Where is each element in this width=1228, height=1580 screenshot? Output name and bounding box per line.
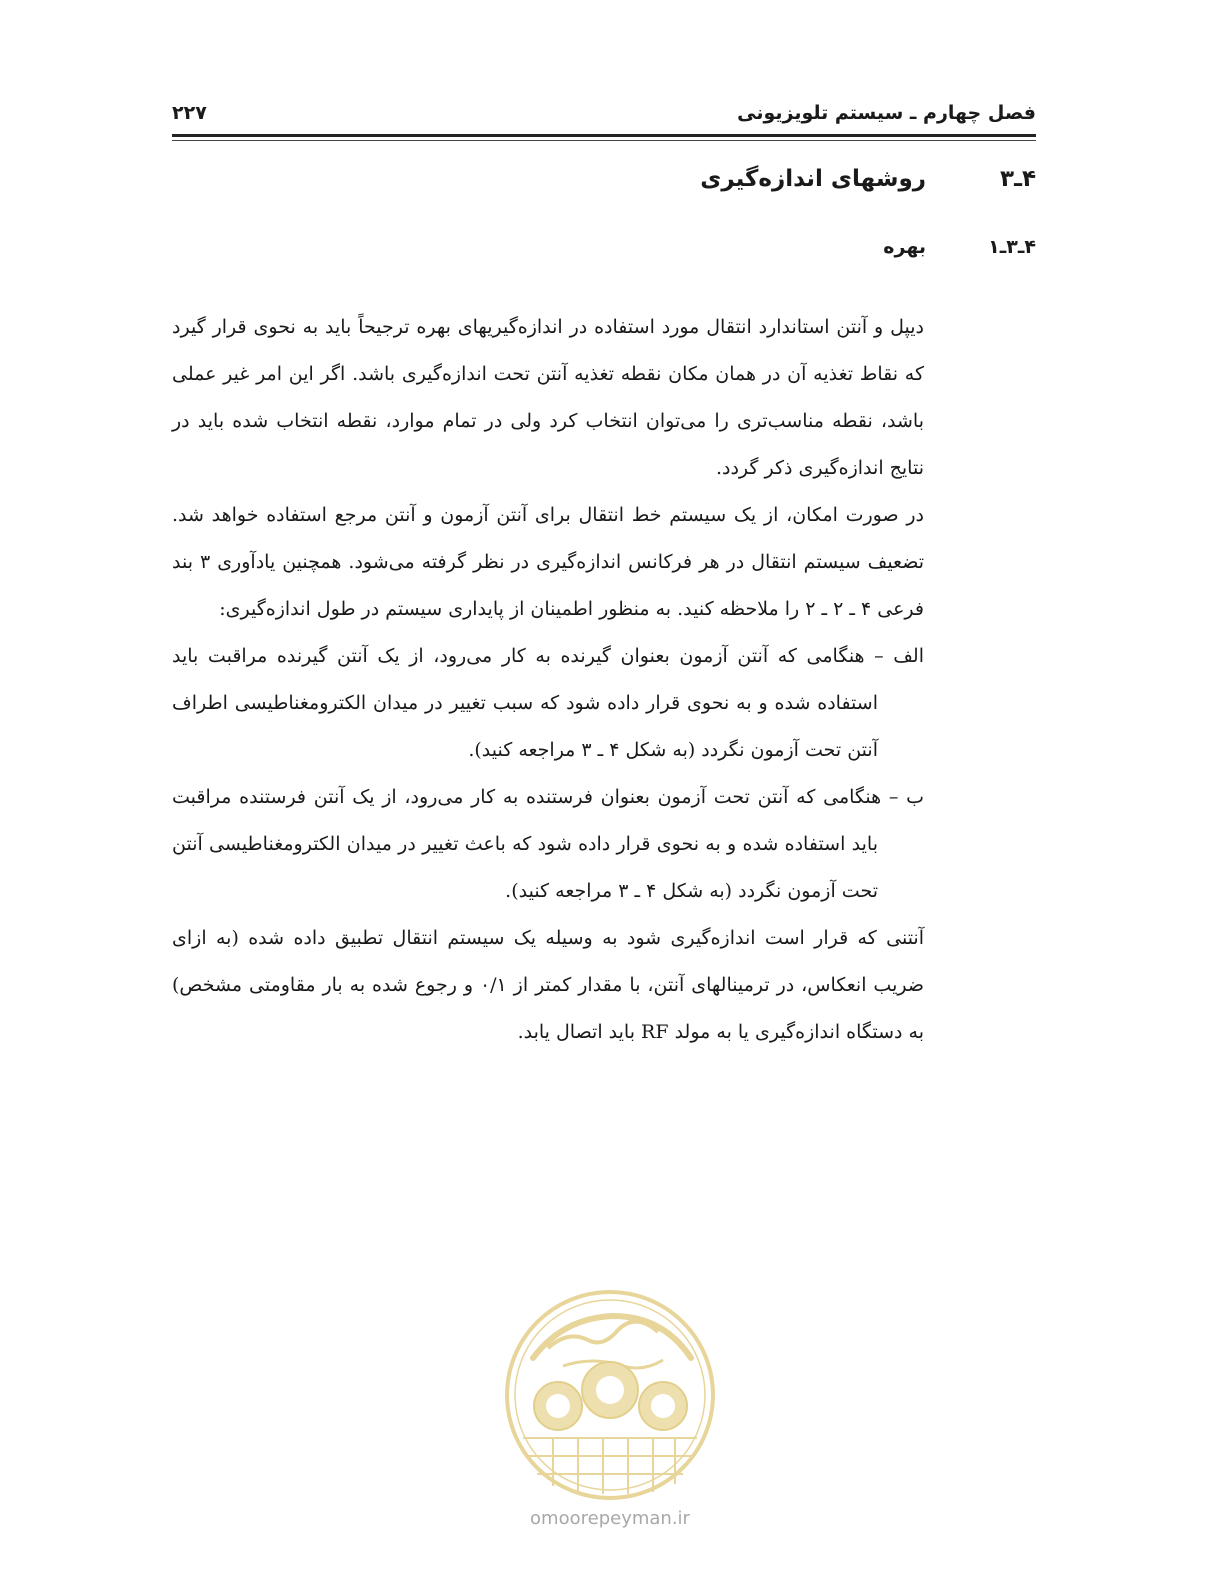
section-title: روشهای اندازه‌گیری (700, 166, 926, 192)
section-heading (700, 166, 1036, 192)
list-item-b: ب – هنگامی که آنتن تحت آزمون بعنوان فرستنده به کار می‌رود، از یک آنتن فرستنده مراقبت باید استفاده شده و به نحوی قرار داده شود که باعث تغییر در میدان الکترومغناطیسی آنتن تحت آزمون نگردد (به شکل ۴ ـ ۳ مراجعه کنید). (172, 786, 924, 902)
subsection-number: ۴ـ۳ـ۱ (988, 236, 1036, 258)
section-number: ۴ـ۳ (1000, 166, 1036, 192)
page-number: ۲۲۷ (172, 102, 207, 124)
running-title: فصل چهارم ـ سیستم تلویزیونی (737, 102, 1036, 124)
list-item-a: الف – هنگامی که آنتن آزمون بعنوان گیرنده به کار می‌رود، از یک آنتن گیرنده مراقبت باید استفاده شده و به نحوی قرار داده شود که سبب تغییر در میدان الکترومغناطیسی اطراف آنتن تحت آزمون نگردد (به شکل ۴ ـ ۳ مراجعه کنید). (172, 645, 924, 761)
paragraph-1: دیپل و آنتن استاندارد انتقال مورد استفاده در اندازه‌گیریهای بهره ترجیحاً باید به نحوی قرار گیرد که نقاط تغذیه آن در همان مکان نقطه تغذیه آنتن تحت اندازه‌گیری باشد. اگر این امر غیر عملی باشد، نقطه مناسب‌تری را می‌توان انتخاب کرد ولی در تمام موارد، نقطه انتخاب شده باید در نتایج اندازه‌گیری ذکر گردد. (172, 316, 925, 479)
subsection-title: بهره (883, 236, 926, 258)
running-header (172, 96, 1036, 130)
header-rule-thick (172, 134, 1036, 137)
paragraph-2: در صورت امکان، از یک سیستم خط انتقال برای آنتن آزمون و آنتن مرجع استفاده خواهد شد. تضعیف سیستم انتقال در هر فرکانس اندازه‌گیری در نظر گرفته می‌شود. همچنین یادآوری ۳ بند فرعی ۴ ـ ۲ ـ ۲ را ملاحظه کنید. به منظور اطمینان از پایداری سیستم در طول اندازه‌گیری: (172, 504, 924, 620)
paragraph-3: آنتنی که قرار است اندازه‌گیری شود به وسیله یک سیستم انتقال تطبیق داده شده (به ازای ضریب انعکاس، در ترمینالهای آنتن، با مقدار کمتر از ۰/۱ و رجوع شده به بار مقاومتی مشخص) به دستگاه اندازه‌گیری یا به مولد RF باید اتصال یابد. (172, 927, 924, 1043)
header-rule-thin (172, 140, 1036, 141)
body-text (172, 304, 924, 1056)
subsection-heading (883, 236, 1036, 258)
watermark-logo-icon (503, 1288, 717, 1502)
watermark-url: omoorepeyman.ir (530, 1508, 690, 1529)
